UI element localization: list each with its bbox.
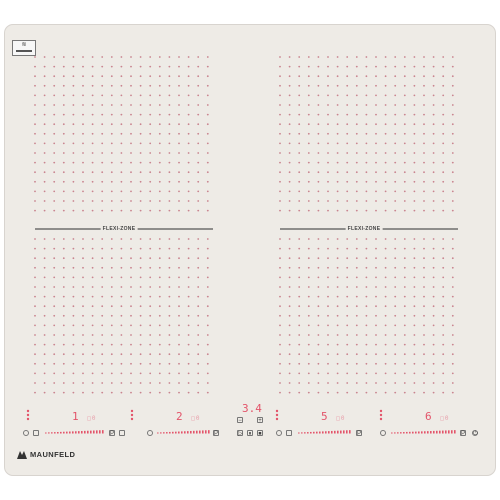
zone-3-level — [321, 410, 345, 423]
timer-minus-button[interactable]: − — [238, 418, 242, 424]
zone-1-pause-icon[interactable] — [119, 430, 125, 436]
zone-1-slider[interactable] — [45, 430, 104, 433]
zone-2-indicators — [131, 410, 133, 420]
play-button[interactable]: ▷ — [238, 431, 243, 437]
zone-2-flexi-icon[interactable] — [147, 430, 153, 436]
cooktop-surface — [4, 24, 496, 476]
zone-1-select-icon[interactable] — [33, 430, 39, 436]
pause-button[interactable]: ⏸ — [248, 431, 252, 437]
zone-2-level-value: 2 — [176, 410, 184, 423]
zone-3-flexi-icon[interactable] — [276, 430, 282, 436]
zone-4-level — [425, 410, 449, 423]
zone-2-slider[interactable] — [157, 430, 210, 433]
zone-3-level-value: 5 — [321, 410, 329, 423]
zone-1-boost-button[interactable]: P — [110, 431, 115, 437]
zone-1-level-value: 1 — [72, 410, 80, 423]
right-flexi-zone-label: FLEXI-ZONE — [347, 226, 381, 232]
zone-2-level-suffix: □0 — [191, 415, 201, 422]
timer-plus-button[interactable]: + — [258, 418, 262, 424]
zone-4-boost-button[interactable]: P — [461, 431, 466, 437]
brand-name: MAUNFELD — [30, 450, 76, 459]
left-flexi-zone-label: FLEXI-ZONE — [102, 226, 136, 232]
maunfeld-logo-icon — [17, 451, 27, 459]
zone-4-indicators — [380, 410, 382, 420]
zone-3-select-icon[interactable] — [286, 430, 292, 436]
right-zone-bottom-dots — [279, 238, 454, 393]
zone-1-level-suffix: □0 — [87, 415, 97, 422]
zone-4-flexi-icon[interactable] — [380, 430, 386, 436]
zone-1-indicators — [27, 410, 29, 420]
zone-1-level — [72, 410, 96, 423]
zone-1-flexi-icon[interactable] — [23, 430, 29, 436]
zone-3-boost-button[interactable]: P — [357, 431, 362, 437]
right-zone-top-dots — [279, 56, 454, 211]
left-zone-top-dots — [34, 56, 209, 211]
left-zone-bottom-dots — [34, 238, 209, 393]
zone-4-level-value: 6 — [425, 410, 433, 423]
zone-2-boost-button[interactable]: P — [214, 431, 219, 437]
zone-3-slider[interactable] — [298, 430, 351, 433]
zone-3-indicators — [276, 410, 278, 420]
zone-4-slider[interactable] — [391, 430, 456, 433]
stop-button[interactable]: ⏹ — [258, 431, 262, 437]
zone-4-level-suffix: □0 — [440, 415, 450, 422]
zone-2-level — [176, 410, 200, 423]
power-button[interactable]: ⏻ — [473, 431, 478, 437]
timer-display: 3.4 — [242, 402, 262, 415]
brand-area — [17, 450, 75, 459]
manual-icon: ≋ — [21, 42, 27, 48]
zone-3-level-suffix: □0 — [336, 415, 346, 422]
